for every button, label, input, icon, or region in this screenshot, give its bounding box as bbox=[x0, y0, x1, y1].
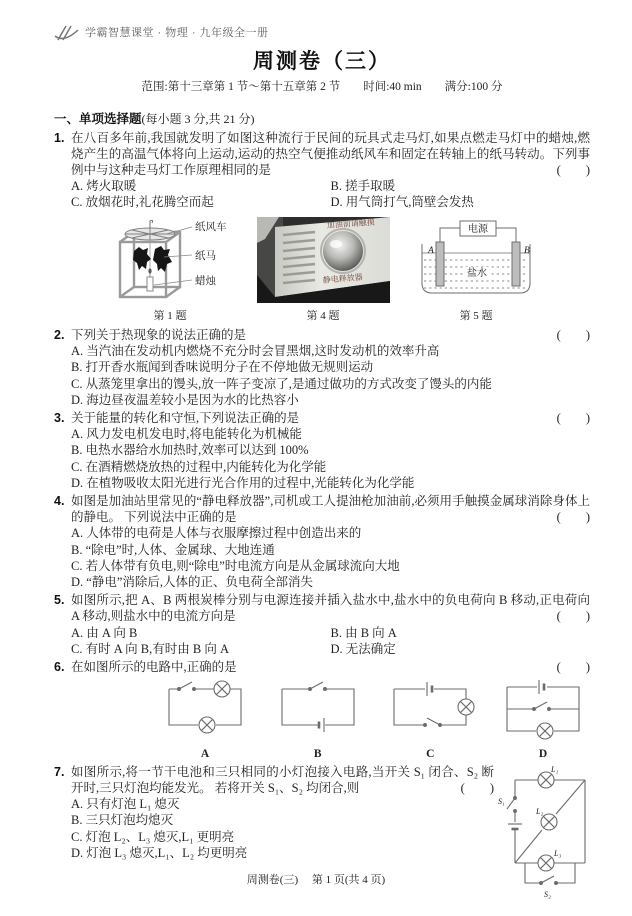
option-b: B. “除电”时,人体、金属球、大地连通 bbox=[71, 542, 275, 557]
lamp-icon bbox=[458, 699, 474, 715]
circuit-a-figure bbox=[159, 679, 251, 741]
question-number: 6. bbox=[54, 660, 65, 675]
electrode-a bbox=[436, 242, 444, 286]
circuit-c-label: C bbox=[426, 747, 435, 760]
lamp-icon bbox=[538, 855, 554, 871]
option-d: D. 在植物吸收太阳光进行光合作用的过程中,光能转化为化学能 bbox=[71, 475, 415, 490]
electrode-a-label: A bbox=[428, 245, 434, 256]
answer-bracket: ( ) bbox=[556, 510, 590, 525]
circuit-b-figure bbox=[272, 679, 364, 741]
switch-icon bbox=[178, 682, 196, 690]
option-a: A. 只有灯泡 L₁ 熄灭 bbox=[71, 797, 180, 812]
switch-icon bbox=[507, 796, 516, 812]
section-label: 一、单项选择题 bbox=[54, 112, 142, 127]
photo-text-top: 加油前请触摸 bbox=[326, 217, 375, 230]
question-options bbox=[71, 625, 590, 657]
answer-bracket: ( ) bbox=[556, 328, 590, 343]
page-header bbox=[54, 24, 590, 42]
photo-text-bottom: 静电释放器 bbox=[321, 272, 363, 285]
figure-1 bbox=[100, 217, 240, 324]
question-stem: 在如图所示的电路中,正确的是 ( ) bbox=[71, 660, 590, 675]
switch-icon bbox=[533, 702, 551, 710]
figure-4 bbox=[257, 217, 390, 324]
circuit-d-figure bbox=[497, 679, 589, 741]
question-3 bbox=[54, 410, 590, 491]
page-title: 周测卷（三） bbox=[253, 50, 391, 73]
option-c: C. 放烟花时,礼花腾空而起 bbox=[71, 195, 214, 210]
option-a: A. 人体带的电荷是人体与衣服摩擦过程中创造出来的 bbox=[71, 526, 362, 541]
candle bbox=[147, 268, 153, 291]
question-stem: 如图所示,将一节干电池和三只相同的小灯泡接入电路,当开关 S₁ 闭合、S₂ 断开时,三只灯泡均能发光。 若将开关 S₁、S₂ 均闭合,则 ( ) bbox=[71, 764, 494, 795]
battery-icon bbox=[508, 824, 522, 829]
circuit-option-d bbox=[497, 679, 589, 761]
question-stem: 关于能量的转化和守恒,下列说法正确的是 ( ) bbox=[71, 411, 590, 426]
option-d: D. 海边昼夜温差较小是因为水的比热容小 bbox=[71, 392, 299, 407]
lamp-l3-label: L₃ bbox=[554, 848, 562, 858]
switch-s1-label: S₁ bbox=[498, 796, 505, 806]
circuit-b-label: B bbox=[313, 747, 322, 760]
lantern-figure bbox=[100, 217, 240, 303]
lamp-l1-label: L₁ bbox=[551, 765, 559, 774]
question-number: 4. bbox=[54, 494, 65, 509]
lamp-l2-label: L₂ bbox=[536, 806, 544, 816]
option-b: B. 电热水器给水加热时,效率可以达到 100% bbox=[71, 443, 309, 458]
switch-icon bbox=[424, 718, 442, 726]
option-b: B. 打开香水瓶闻到香味说明分子在不停地做无规则运动 bbox=[71, 360, 374, 375]
lamp-icon bbox=[538, 772, 554, 788]
option-c: C. 有时 A 向 B,有时由 B 向 A bbox=[71, 641, 230, 656]
circuit-option-c bbox=[384, 679, 476, 761]
question-2 bbox=[54, 327, 590, 408]
answer-bracket: ( ) bbox=[460, 780, 494, 795]
question-stem: 如图所示,把 A、B 两根炭棒分别与电源连接并插入盐水中,盐水中的负电荷向 B 移动,正电荷向 A 移动,则盐水中的电流方向是 ( ) bbox=[71, 593, 590, 624]
circuit-d-label: D bbox=[538, 747, 548, 760]
paper-windmill bbox=[125, 220, 175, 240]
option-c: C. 在酒精燃烧放热的过程中,内能转化为化学能 bbox=[71, 459, 327, 474]
liquid-label: 盐水 bbox=[467, 267, 487, 279]
question-number: 2. bbox=[54, 328, 65, 343]
figure-4-caption: 第 4 题 bbox=[306, 309, 340, 322]
switch-s2-label: S₂ bbox=[544, 889, 551, 899]
power-label: 电源 bbox=[468, 223, 488, 235]
section-heading bbox=[54, 111, 590, 127]
question-number: 1. bbox=[54, 130, 65, 145]
option-a: A. 风力发电机发电时,将电能转化为机械能 bbox=[71, 427, 302, 442]
battery-icon bbox=[319, 718, 324, 732]
option-a: A. 烤火取暖 bbox=[71, 179, 137, 194]
question-stem: 下列关于热现象的说法正确的是 ( ) bbox=[71, 328, 590, 343]
option-a: A. 由 A 向 B bbox=[71, 625, 138, 640]
lamp-icon bbox=[199, 717, 215, 733]
circuit-c-figure bbox=[384, 679, 476, 741]
static-discharger-photo bbox=[257, 217, 390, 303]
option-b: B. 由 B 向 A bbox=[330, 625, 397, 640]
electrode-b-label: B bbox=[524, 245, 530, 256]
figure-row bbox=[100, 217, 546, 324]
switch-icon bbox=[308, 682, 326, 690]
option-d: D. “静电”消除后,人体的正、负电荷全部消失 bbox=[71, 575, 313, 590]
circuit-a-label: A bbox=[200, 747, 210, 760]
option-c: C. 从蒸笼里拿出的馒头,放一阵子变凉了,是通过做功的方式改变了馒头的内能 bbox=[71, 376, 492, 391]
circuit-option-a bbox=[159, 679, 251, 761]
section-note: (每小题 3 分,共 21 分) bbox=[141, 112, 255, 127]
circuit-options-row bbox=[159, 679, 589, 761]
option-c: C. 若人体带有负电,则“除电”时电流方向是从金属球流向大地 bbox=[71, 558, 400, 573]
option-b: B. 搓手取暖 bbox=[330, 179, 396, 194]
question-number: 3. bbox=[54, 411, 65, 426]
figure-5-caption: 第 5 题 bbox=[459, 309, 493, 322]
battery-icon bbox=[539, 680, 544, 694]
option-a: A. 当汽油在发动机内燃烧不充分时会冒黑烟,这时发动机的效率升高 bbox=[71, 344, 440, 359]
option-d: D. 无法确定 bbox=[330, 641, 396, 656]
option-c: C. 灯泡 L₂、L₃ 熄灭,L₁ 更明亮 bbox=[71, 829, 235, 844]
question-5 bbox=[54, 592, 590, 657]
label-candle: 蜡烛 bbox=[195, 275, 216, 287]
option-d: D. 用气筒打气,筒壁会发热 bbox=[330, 195, 474, 210]
lamp-icon bbox=[541, 814, 557, 830]
figure-5 bbox=[406, 217, 546, 324]
answer-bracket: ( ) bbox=[556, 660, 590, 675]
label-windmill: 纸风车 bbox=[195, 221, 227, 233]
question-options bbox=[71, 343, 590, 408]
brand-logo-icon bbox=[54, 24, 80, 42]
exam-meta: 范围:第十三章第 1 节～第十五章第 2 节 时间:40 min 满分:100 分 bbox=[141, 81, 503, 94]
electrode-b bbox=[512, 242, 520, 286]
question-4 bbox=[54, 493, 590, 590]
question-stem: 如图是加油站里常见的“静电释放器”,司机或工人提油枪加油前,必须用手触摸金属球消除身体上的静电。 下列说法中正确的是 ( ) bbox=[71, 494, 590, 525]
answer-bracket: ( ) bbox=[556, 411, 590, 426]
question-1 bbox=[54, 130, 590, 211]
question-stem: 在八百多年前,我国就发明了如图这种流行于民间的玩具式走马灯,如果点燃走马灯中的蜡烛,燃烧产生的高温气体将向上运动,运动的热空气便推动纸风车和固定在转轴上的纸马转动。下列事例中与这种走马灯工作原理相同的是 ( ) bbox=[71, 130, 590, 178]
lamp-icon bbox=[537, 723, 553, 739]
question-options bbox=[71, 178, 590, 210]
question-number: 5. bbox=[54, 593, 65, 608]
metal-ball bbox=[323, 231, 363, 271]
option-d: D. 灯泡 L₃ 熄灭,L₁、L₂ 均更明亮 bbox=[71, 845, 248, 860]
option-b: B. 三只灯泡均熄灭 bbox=[71, 813, 174, 828]
page-footer: 周测卷(三) 第 1 页(共 4 页) bbox=[246, 873, 386, 886]
question-number: 7. bbox=[54, 764, 65, 779]
header-series-text: 学霸智慧课堂 · 物理 · 九年级全一册 bbox=[85, 26, 269, 39]
battery-icon bbox=[427, 682, 432, 696]
figure-1-caption: 第 1 题 bbox=[153, 309, 187, 322]
saltwater-circuit-figure bbox=[406, 217, 546, 303]
circuit-option-b bbox=[272, 679, 364, 761]
label-horse: 纸马 bbox=[195, 250, 216, 262]
answer-bracket: ( ) bbox=[556, 163, 590, 178]
question-6 bbox=[54, 659, 590, 762]
question-options bbox=[71, 525, 590, 590]
question-options bbox=[71, 426, 590, 491]
lamp-icon bbox=[214, 681, 230, 697]
answer-bracket: ( ) bbox=[556, 609, 590, 624]
